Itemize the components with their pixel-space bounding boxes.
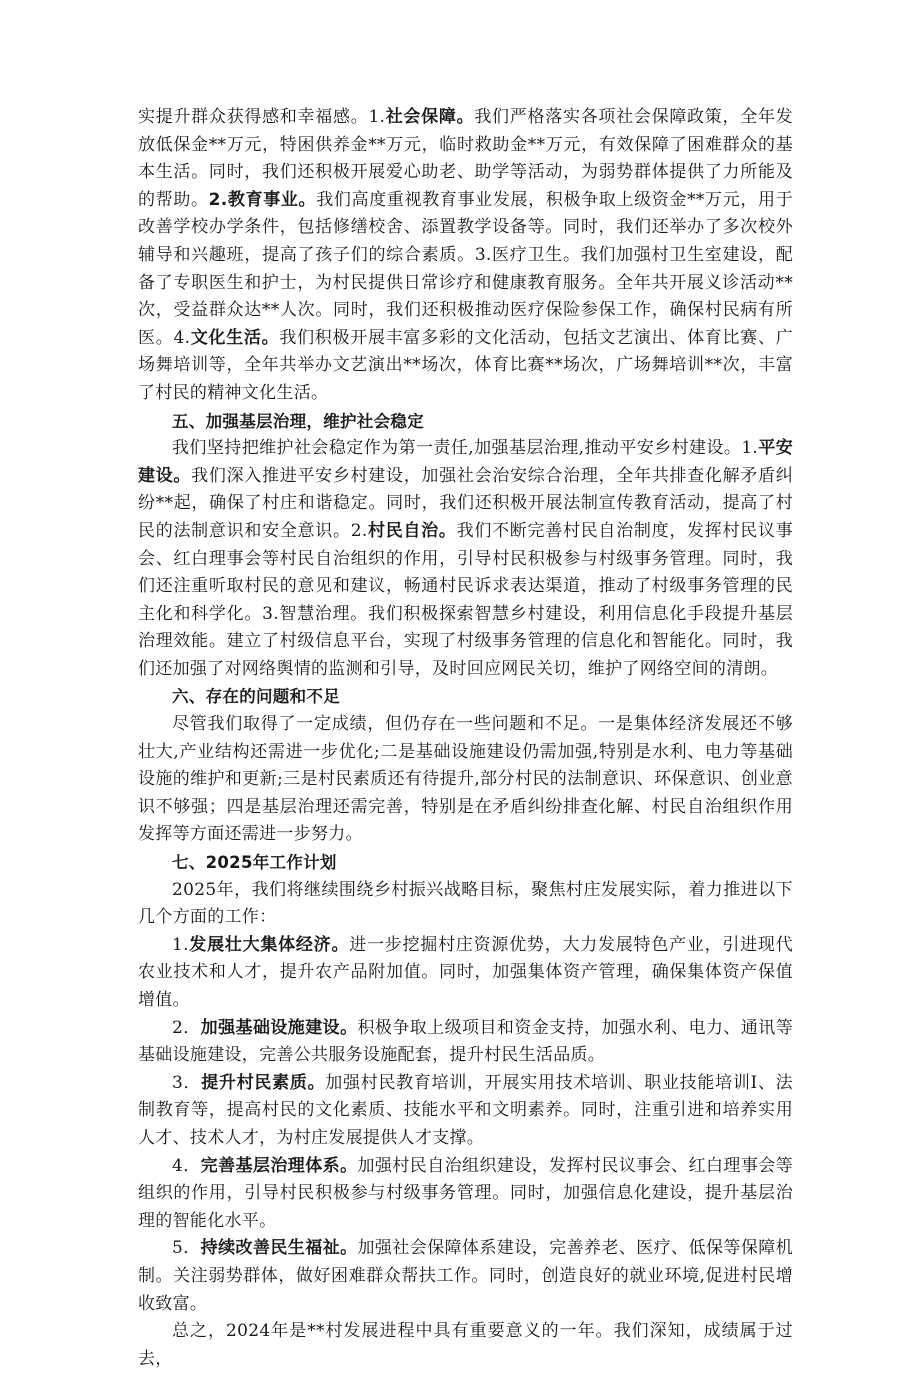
bold-term: 2.教育事业。 bbox=[208, 189, 317, 210]
bold-term: 发展壮大集体经济。 bbox=[188, 934, 350, 955]
plan-item: 3．提升村民素质。加强村民教育培训，开展实用技术培训、职业技能培训I、法制教育等，提高村民的文化素质、技能水平和文明素养。同时，注重引进和培养实用人才、技术人才，为村庄发展提供人才支撑。 bbox=[138, 1072, 793, 1148]
paragraph-problems: 尽管我们取得了一定成绩，但仍存在一些问题和不足。一是集体经济发展还不够壮大,产业结构还需进一步优化;二是基础设施建设仍需加强,特别是水利、电力等基础设施的维护和更新;三是村民素质还有待提升,部分村民的法制意识、环保意识、创业意识不够强；四是基层治理还需完善，特别是在矛盾纠纷排查化解、村民自治组织作用发挥等方面还需进一步努力。 bbox=[138, 714, 793, 845]
bold-term: 文化生活。 bbox=[190, 327, 280, 348]
section-heading-5: 五、加强基层治理，维护社会稳定 bbox=[172, 411, 424, 431]
bold-term: 完善基层治理体系。 bbox=[200, 1155, 358, 1176]
document-page bbox=[138, 104, 793, 1373]
bold-term: 社会保障。 bbox=[385, 107, 475, 127]
plan-item: 1.发展壮大集体经济。进一步挖掘村庄资源优势，大力发展特色产业，引进现代农业技术和人才，提升农产品附加值。同时，加强集体资产管理，确保集体资产保值增值。 bbox=[138, 934, 794, 1010]
bold-term: 加强基础设施建设。 bbox=[200, 1017, 358, 1038]
plan-item: 5．持续改善民生福祉。加强社会保障体系建设，完善养老、医疗、低保等保障机制。关注弱势群体，做好困难群众帮扶工作。同时，创造良好的就业环境,促进村民增收致富。 bbox=[138, 1238, 793, 1314]
section-heading-6: 六、存在的问题和不足 bbox=[172, 687, 340, 707]
bold-term: 持续改善民生福祉。 bbox=[200, 1238, 358, 1259]
paragraph-governance: 我们坚持把维护社会稳定作为第一责任,加强基层治理,推动平安乡村建设。1.平安建设。我们深入推进平安乡村建设，加强社会治安综合治理，全年共排查化解矛盾纠纷**起，确保了村庄和谐稳定。同时，我们还积极开展法制宣传教育活动，提高了村民的法制意识和安全意识。2.村民自治。我们不断完善村民自治制度，发挥村民议事会、红白理事会等村民自治组织的作用，引导村民积极参与村级事务管理。同时，我们还注重听取村民的意见和建议，畅通村民诉求表达渠道，推动了村级事务管理的民主化和科学化。3.智慧治理。我们积极探索智慧乡村建设，利用信息化手段提升基层治理效能。建立了村级信息平台，实现了村级事务管理的信息化和智能化。同时，我们还加强了对网络舆情的监测和引导，及时回应网民关切，维护了网络空间的清朗。 bbox=[138, 438, 794, 679]
bold-term: 村民自治。 bbox=[367, 520, 457, 541]
paragraph-plan-intro: 2025年，我们将继续围绕乡村振兴战略目标，聚焦村庄发展实际，着力推进以下几个方面的工作： bbox=[138, 879, 793, 928]
plan-item: 2．加强基础设施建设。积极争取上级项目和资金支持，加强水利、电力、通讯等基础设施建设，完善公共服务设施配套，提升村民生活品质。 bbox=[138, 1017, 793, 1066]
bold-term: 平安建设。 bbox=[138, 438, 793, 486]
section-heading-7: 七、2025年工作计划 bbox=[172, 853, 337, 873]
paragraph-conclusion: 总之，2024年是**村发展进程中具有重要意义的一年。我们深知，成绩属于过去， bbox=[138, 1321, 793, 1369]
bold-term: 提升村民素质。 bbox=[201, 1072, 326, 1093]
plan-item: 4．完善基层治理体系。加强村民自治组织建设，发挥村民议事会、红白理事会等组织的作用，引导村民积极参与村级事务管理。同时，加强信息化建设，提升基层治理的智能化水平。 bbox=[138, 1155, 793, 1231]
paragraph-social-services: 实提升群众获得感和幸福感。1.社会保障。我们严格落实各项社会保障政策，全年发放低保金**万元，特困供养金**万元，临时救助金**万元，有效保障了困难群众的基本生活。同时，我们还积极开展爱心助老、助学等活动，为弱势群体提供了力所能及的帮助。2.教育事业。我们高度重视教育事业发展，积极争取上级资金**万元，用于改善学校办学条件，包括修缮校舍、添置教学设备等。同时，我们还举办了多次校外辅导和兴趣班，提高了孩子们的综合素质。3.医疗卫生。我们加强村卫生室建设，配备了专职医生和护士，为村民提供日常诊疗和健康教育服务。全年共开展义诊活动**次，受益群众达**人次。同时，我们还积极推动医疗保险参保工作，确保村民病有所医。4.文化生活。我们积极开展丰富多彩的文化活动，包括文艺演出、体育比赛、广场舞培训等，全年共举办文艺演出**场次，体育比赛**场次，广场舞培训**次，丰富了村民的精神文化生活。 bbox=[138, 107, 794, 403]
